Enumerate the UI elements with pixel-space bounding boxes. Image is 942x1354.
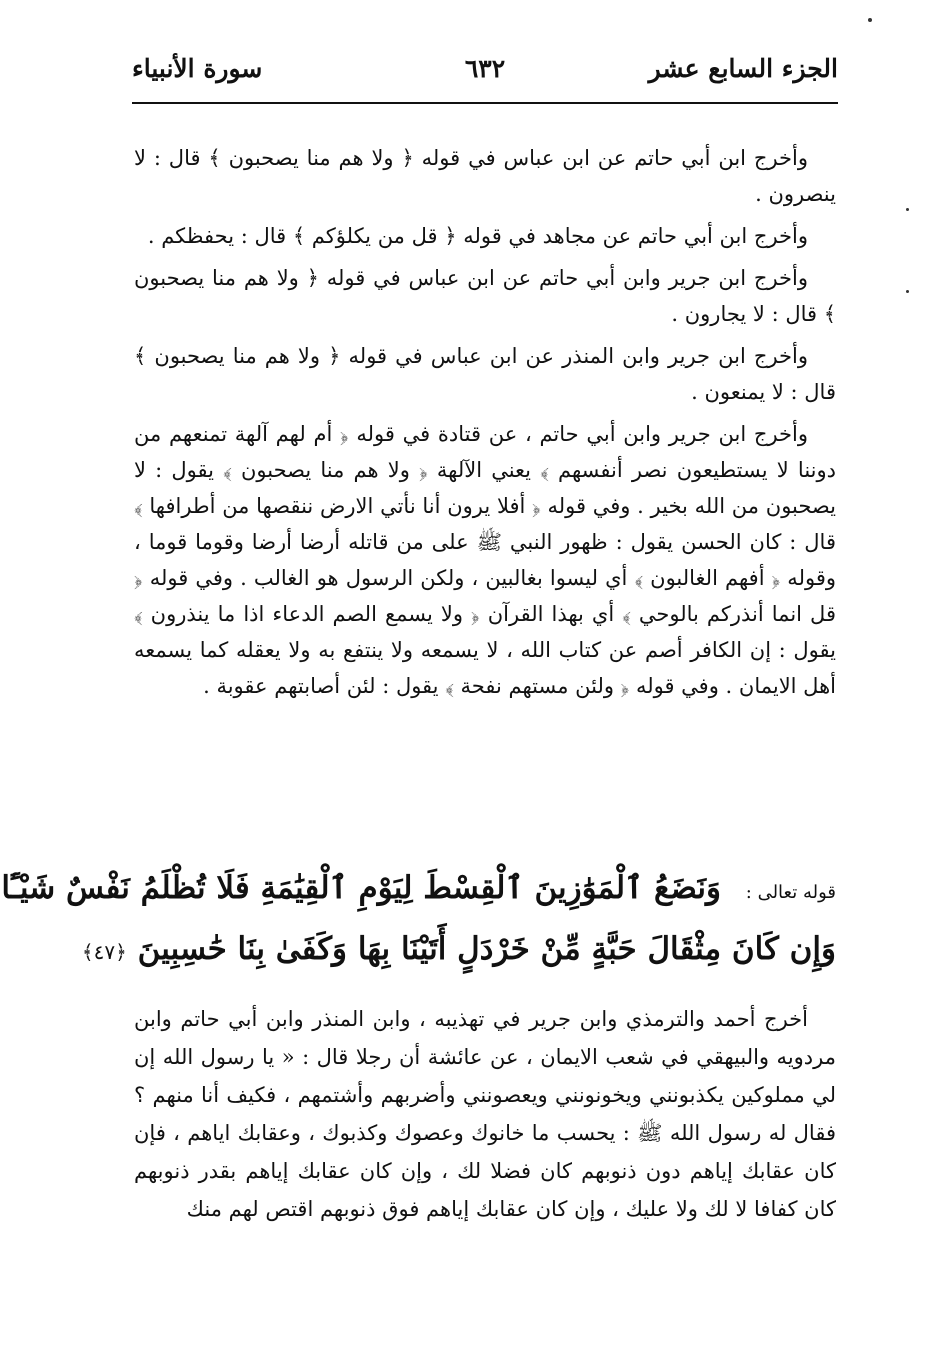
header-rule — [132, 102, 838, 104]
verse-line-1 — [1, 860, 836, 921]
surah-title: سورة الأنبياء — [132, 54, 263, 83]
commentary-block — [134, 1000, 836, 1228]
ayah-number-marker: ﴿٤٧﴾ — [81, 940, 127, 964]
page-number: ٦٣٢ — [464, 54, 506, 83]
running-header — [132, 48, 838, 100]
scan-speck — [868, 18, 872, 22]
scan-speck — [906, 290, 909, 293]
paragraph: وأخرج ابن جرير وابن المنذر عن ابن عباس في قوله ﴿ ولا هم منا يصحبون ﴾ قال : لا يمنعون . — [134, 344, 836, 404]
verse-intro: قوله تعالى : — [745, 882, 836, 903]
paragraph: وأخرج ابن أبي حاتم عن ابن عباس في قوله ﴿ ولا هم منا يصحبون ﴾ قال : لا ينصرون . — [134, 146, 836, 206]
juz-title: الجزء السابع عشر — [648, 54, 838, 83]
ayah-number: ٤٧ — [93, 940, 116, 964]
verse-text-2: وَإِن كَانَ مِثْقَالَ حَبَّةٍ مِّنْ خَرْدَلٍ أَتَيْنَا بِهَا وَكَفَىٰ بِنَا حَٰسِبِينَ — [137, 931, 836, 967]
paragraph: وأخرج ابن جرير وابن أبي حاتم عن ابن عباس في قوله ﴿ ولا هم منا يصحبون ﴾ قال : لا يجارون . — [134, 266, 836, 326]
scan-speck — [906, 208, 909, 211]
hadith-paragraphs — [134, 140, 836, 710]
verse-line-2 — [81, 921, 836, 980]
paragraph: وأخرج ابن أبي حاتم عن مجاهد في قوله ﴿ قل من يكلؤكم ﴾ قال : يحفظكم . — [147, 224, 808, 248]
quran-verse-block — [1, 860, 836, 980]
verse-text-1: وَنَضَعُ ٱلْمَوَٰزِينَ ٱلْقِسْطَ لِيَوْمِ ٱلْقِيَٰمَةِ فَلَا تُظْلَمُ نَفْسٌ شَيْـًٔا — [1, 870, 721, 906]
paragraph: وأخرج ابن جرير وابن أبي حاتم ، عن قتادة في قوله ﴿ أم لهم آلهة تمنعهم من دوننا لا يستطيعون نصر أنفسهم ﴾ يعني الآلهة ﴿ ولا هم منا يصحبون ﴾ يقول : لا يصحبون من الله بخير . وفي قوله ﴿ أفلا يرون أنا نأتي الارض ننقصها من أطرافها ﴾ قال : كان الحسن يقول : ظهور النبي ﷺ على من قاتله أرضا أرضا وقوما قوما ، وقوله ﴿ أفهم الغالبون ﴾ أي ليسوا بغالبين ، ولكن الرسول هو الغالب . وفي قوله ﴿ قل انما أنذركم بالوحي ﴾ أي بهذا القرآن ﴿ ولا يسمع الصم الدعاء اذا ما ينذرون ﴾ يقول : إن الكافر أصم عن كتاب الله ، لا يسمعه ولا ينتفع به ولا يعقله كما يسمعه أهل الايمان . وفي قوله ﴿ ولئن مستهم نفحة ﴾ يقول : لئن أصابتهم عقوبة . — [134, 422, 836, 698]
commentary-paragraph: أخرج أحمد والترمذي وابن جرير في تهذيبه ، وابن المنذر وابن أبي حاتم وابن مردويه والبيهقي في شعب الايمان ، عن عائشة أن رجلا قال : « يا رسول الله إن لي مملوكين يكذبونني ويخونونني ويعصونني وأضربهم وأشتمهم ، فكيف أنا منهم ؟ فقال له رسول الله ﷺ : يحسب ما خانوك وعصوك وكذبوك ، وعقابك اياهم ، فإن كان عقابك إياهم دون ذنوبهم كان فضلا لك ، وإن كان عقابك إياهم بقدر ذنوبهم كان كفافا لا لك ولا عليك ، وإن كان عقابك إياهم فوق ذنوبهم اقتص لهم منك — [134, 1007, 836, 1221]
